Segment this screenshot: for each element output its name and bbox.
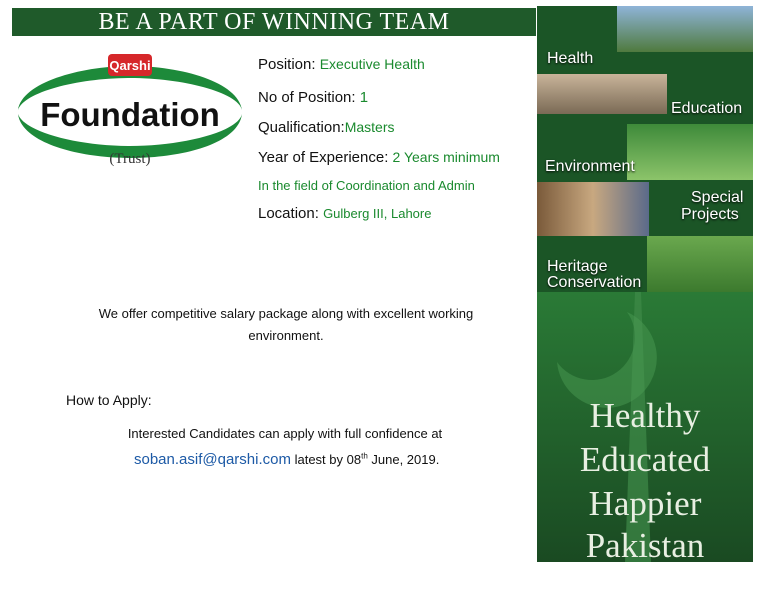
park-photo (627, 124, 753, 180)
label-health: Health (547, 50, 594, 67)
experience-label: Year of Experience: (258, 149, 389, 166)
banner-title: BE A PART OF WINNING TEAM (98, 9, 450, 35)
count-row (258, 89, 368, 106)
slogan-happier: Happier (588, 484, 702, 523)
building-photo (537, 74, 667, 114)
label-heritage: Heritage (547, 258, 608, 275)
qualification-value: Masters (344, 119, 395, 135)
position-row (258, 56, 425, 73)
count-value: 1 (359, 89, 369, 106)
experience-row (258, 149, 500, 166)
label-environment: Environment (545, 158, 635, 175)
label-projects: Projects (681, 206, 739, 223)
qualification-row (258, 119, 395, 136)
slogan-educated: Educated (579, 440, 711, 479)
deadline-text: latest by 08th June, 2019. (294, 451, 440, 467)
how-to-apply-heading: How to Apply: (66, 392, 152, 408)
position-label: Position: (258, 56, 316, 73)
apply-contact-line (134, 451, 439, 468)
field-note: In the field of Coordination and Admin (258, 178, 475, 193)
apply-instruction: Interested Candidates can apply with full confidence at (127, 426, 443, 441)
header-banner (12, 8, 536, 36)
offer-text: We offer competitive salary package along with excellent working environment. (98, 306, 474, 343)
qarshi-foundation-logo (12, 52, 248, 172)
slogan-pakistan: Pakistan (585, 526, 705, 562)
garden-photo (647, 236, 753, 292)
slogan-healthy: Healthy (589, 396, 701, 435)
experience-value: 2 Years minimum (392, 149, 500, 165)
count-label: No of Position: (258, 89, 356, 106)
people-photo (537, 182, 649, 236)
side-panel (537, 6, 753, 562)
hospital-photo (617, 6, 753, 52)
svg-text:(Trust): (Trust) (109, 151, 151, 167)
svg-text:Foundation: Foundation (40, 96, 220, 133)
location-row (258, 205, 431, 222)
location-value: Gulberg III, Lahore (323, 206, 432, 221)
email-link[interactable]: soban.asif@qarshi.com (134, 451, 291, 468)
label-conservation: Conservation (547, 274, 642, 291)
qualification-label: Qualification: (258, 119, 345, 136)
position-value: Executive Health (319, 56, 425, 72)
label-education: Education (671, 100, 743, 117)
location-label: Location: (258, 205, 319, 222)
label-special: Special (691, 189, 744, 206)
svg-text:Qarshi: Qarshi (109, 58, 151, 73)
